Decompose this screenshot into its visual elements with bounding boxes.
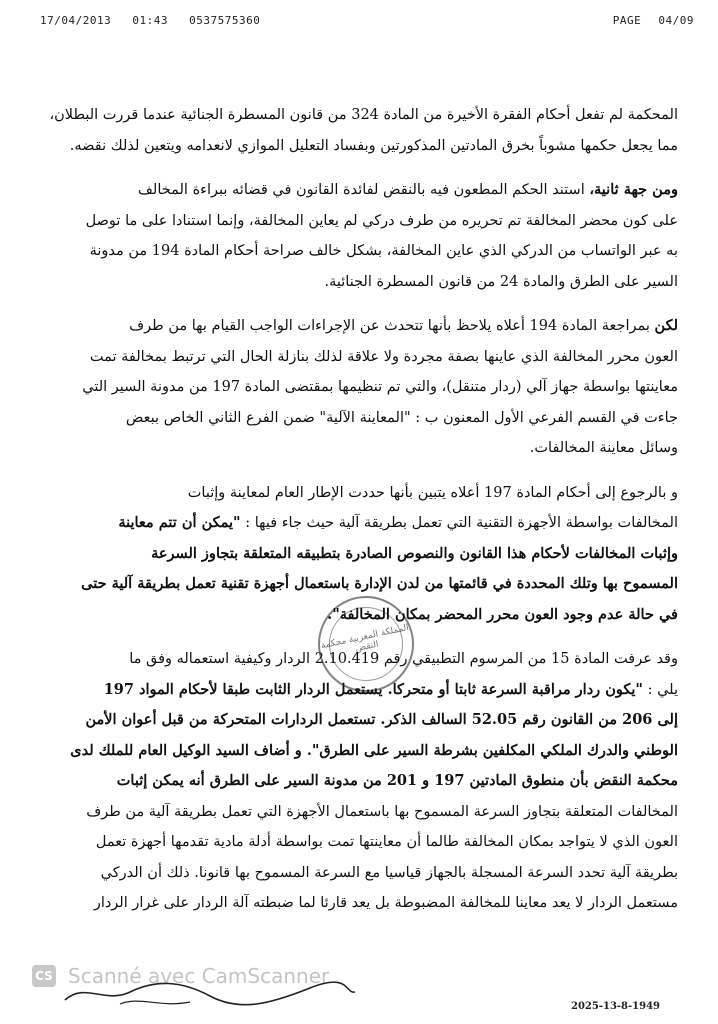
text-line: العون الذي لا يتواجد بمكان المخالفة طالما أن معاينتها تمت بواسطة أدلة مادية تقدمها أجهزة تعمل [95,834,678,850]
text-line: السير على الطرق والمادة 24 من قانون المسطرة الجنائية. [324,273,678,290]
document-body [36,100,678,933]
fax-header-right [603,14,694,27]
camscanner-logo-icon: CS [32,965,56,987]
text-line-bold: محكمة النقض بأن منطوق المادتين 197 و 201 من مدونة السير على الطرق أنه يمكن إثبات [116,772,678,789]
text-line: المخالفات المتعلقة بتجاوز السرعة المسموح بها باستعمال الأجهزة التي تعمل بطريقة آلية من طرف [86,803,678,820]
fax-phone: 0537575360 [189,14,261,27]
fax-header [40,14,694,32]
text-line-bold: في حالة عدم وجود العون محرر المحضر بمكان المخالفة". [327,605,678,623]
text-span: المخالفات بواسطة الأجهزة التقنية التي تعمل بطريقة آلية حيث جاء فيها : [245,515,678,531]
fax-page-label: PAGE [612,14,642,27]
court-seal-stamp [318,596,414,692]
text-line: المحكمة لم تفعل أحكام الفقرة الأخيرة من المادة 324 من قانون المسطرة الجنائية عندما قررت البطلان، [49,107,678,123]
fax-header-left [40,14,274,27]
text-line: بطريقة آلية تحدد السرعة المسجلة بالجهاز قياسيا مع السرعة المسموح بها قانونا. ذلك أن الدركي [100,864,678,881]
paragraph-3 [36,311,678,464]
text-line: به عبر الواتساب من الدركي الذي عاين المخالفة، بشكل خالف صراحة أحكام المادة 194 من مدونة [89,243,678,259]
text-line-bold: إلى 206 من القانون رقم 52.05 السالف الذكر. تستعمل الردارات المتحركة من قبل أعوان الأمن [85,711,678,728]
quote-bold: "يكون ردار مراقبة السرعة ثابتا أو متحركا. يستعمل الردار الثابت طبقا لأحكام المواد 197 [103,680,643,698]
paragraph-lead: ومن جهة ثانية، [589,181,678,198]
text-line: جاءت في القسم الفرعي الأول المعنون ب : "المعاينة الآلية" ضمن الفرع الثاني الخاص ببعض [125,409,678,426]
text-line-bold: وإثبات المخالفات لأحكام هذا القانون والنصوص الصادرة بتطبيقه المتعلقة بتجاوز السرعة [151,544,678,562]
text-line: معاينتها بواسطة جهاز آلي (ردار متنقل)، والتي تم تنظيمها بمقتضى المادة 197 من مدونة السير التي [82,379,678,395]
paragraph-1 [36,100,678,161]
handwritten-signature [60,974,360,1010]
text-line-bold: المسموح بها وتلك المحددة في قائمتها من لدن الإدارة باستعمال أجهزة تقنية تعمل بطريقة آلية حتى [81,575,678,592]
paragraph-lead: لكن [654,317,678,334]
text-line [36,175,678,206]
fax-time: 01:43 [132,14,168,27]
fax-date: 17/04/2013 [40,14,112,27]
camscanner-text: Scanné avec CamScanner [68,964,330,988]
stamp-text: المملكة المغربية محكمة النقض [320,622,410,655]
text-line-bold: الوطني والدرك الملكي المكلفين بشرطة السير على الطرق". و أضاف السيد الوكيل العام للملك لدى [70,741,678,759]
document-reference-number: 2025-13-8-1949 [571,1001,660,1012]
text-line: مستعمل الردار لا يعد معاينا للمخالفة المضبوطة بل يعد قارئا لما ضبطته آلة الردار على غرار الردار [93,895,678,911]
paragraph-2 [36,175,678,297]
text-line: وسائل معاينة المخالفات. [529,440,678,456]
text-line: وقد عرفت المادة 15 من المرسوم التطبيقي رقم 2.10.419 الردار وكيفية استعماله وفق ما [129,651,678,667]
text-span: بمراجعة المادة 194 أعلاه يلاحظ بأنها تتحدث عن الإجراءات الواجب القيام بها من طرف [129,318,650,334]
text-span: استند الحكم المطعون فيه بالنقض لفائدة القانون في قضائه ببراءة المخالف [137,182,585,198]
quote-bold: "يمكن أن تتم معاينة [118,514,241,531]
text-span: يلي : [647,681,678,698]
fax-page-number: 04/09 [658,14,694,27]
text-line: على كون محضر المخالفة تم تحريره من طرف دركي لم يعاين المخالفة، وإنما استنادا على ما توصل [85,212,678,229]
text-line: العون محرر المخالفة الذي عاينها بصفة مجردة ولا علاقة لذلك بنازلة الحال التي ترتبط بمخالفة تمت [89,348,678,365]
text-line: مما يجعل حكمها مشوباً بخرق المادتين المذكورتين وبفساد التعليل الموازي لانعدامه ويتعين لذلك نقضه. [69,137,678,154]
text-line: و بالرجوع إلى أحكام المادة 197 أعلاه يتبين بأنها حددت الإطار العام لمعاينة وإثبات [187,484,678,501]
text-line [36,508,678,539]
text-line [36,311,678,342]
